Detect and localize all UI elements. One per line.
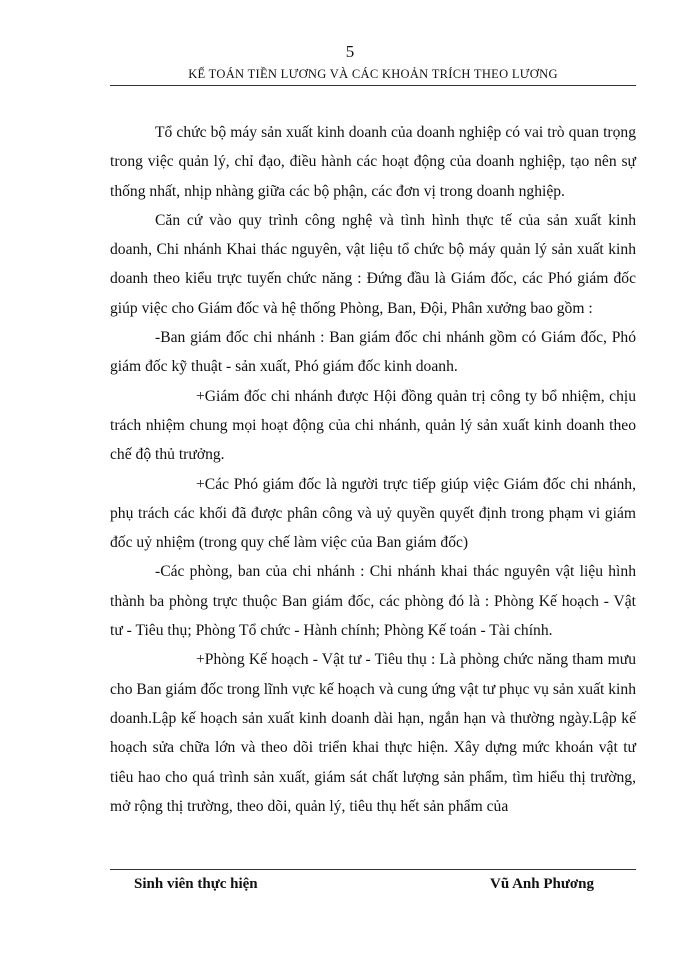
paragraph: +Giám đốc chi nhánh được Hội đồng quản trị công ty bổ nhiệm, chịu trách nhiệm chung mọi hoạt động của chi nhánh, quản lý sản xuất kinh doanh theo chế độ thủ trưởng. bbox=[110, 387, 636, 464]
footer-author-name: Vũ Anh Phương bbox=[490, 876, 595, 892]
header-divider bbox=[110, 85, 636, 86]
running-title: KẾ TOÁN TIỀN LƯƠNG VÀ CÁC KHOẢN TRÍCH THEO LƯƠNG bbox=[188, 67, 558, 81]
paragraph: Căn cứ vào quy trình công nghệ và tình hình thực tế của sản xuất kinh doanh, Chi nhánh Khai thác nguyên, vật liệu tổ chức bộ máy quản lý sản xuất kinh doanh theo kiểu trực tuyến chức năng : Đứng đầu là Giám đốc, các Phó giám đốc giúp việc cho Giám đốc và hệ thống Phòng, Ban, Đội, Phân xưởng bao gồm : bbox=[110, 211, 636, 317]
paragraph: -Ban giám đốc chi nhánh : Ban giám đốc chi nhánh gồm có Giám đốc, Phó giám đốc kỹ thuật - sản xuất, Phó giám đốc kinh doanh. bbox=[110, 329, 636, 376]
paragraph: +Các Phó giám đốc là người trực tiếp giúp việc Giám đốc chi nhánh, phụ trách các khối đã được phân công và uỷ quyền quyết định trong phạm vi giám đốc uỷ nhiệm (trong quy chế làm việc của Ban giám đốc) bbox=[110, 475, 636, 552]
footer-author-label: Sinh viên thực hiện bbox=[134, 876, 258, 892]
paragraph: +Phòng Kế hoạch - Vật tư - Tiêu thụ : Là phòng chức năng tham mưu cho Ban giám đốc trong lĩnh vực kế hoạch và cung ứng vật tư phục vụ sản xuất kinh doanh.Lập kế hoạch sản xuất kinh doanh dài hạn, ngắn hạn và thường ngày.Lập kế hoạch sửa chữa lớn và theo dõi triển khai thực hiện. Xây dựng mức khoán vật tư tiêu hao cho quá trình sản xuất, giám sát chất lượng sản phẩm, tìm hiểu thị trường, mở rộng thị trường, theo dõi, quản lý, tiêu thụ hết sản phẩm của bbox=[110, 651, 636, 815]
paragraph: Tổ chức bộ máy sản xuất kinh doanh của doanh nghiệp có vai trò quan trọng trong việc quản lý, chỉ đạo, điều hành các hoạt động của doanh nghiệp, tạo nên sự thống nhất, nhịp nhàng giữa các bộ phận, các đơn vị trong doanh nghiệp. bbox=[110, 124, 636, 200]
page-number: 5 bbox=[345, 42, 355, 61]
paragraph: -Các phòng, ban của chi nhánh : Chi nhánh khai thác nguyên vật liệu hình thành ba phòng trực thuộc Ban giám đốc, các phòng đó là : Phòng Kế hoạch - Vật tư - Tiêu thụ; Phòng Tổ chức - Hành chính; Phòng Kế toán - Tài chính. bbox=[110, 563, 636, 640]
footer-divider bbox=[110, 869, 636, 870]
body-text bbox=[110, 118, 636, 821]
